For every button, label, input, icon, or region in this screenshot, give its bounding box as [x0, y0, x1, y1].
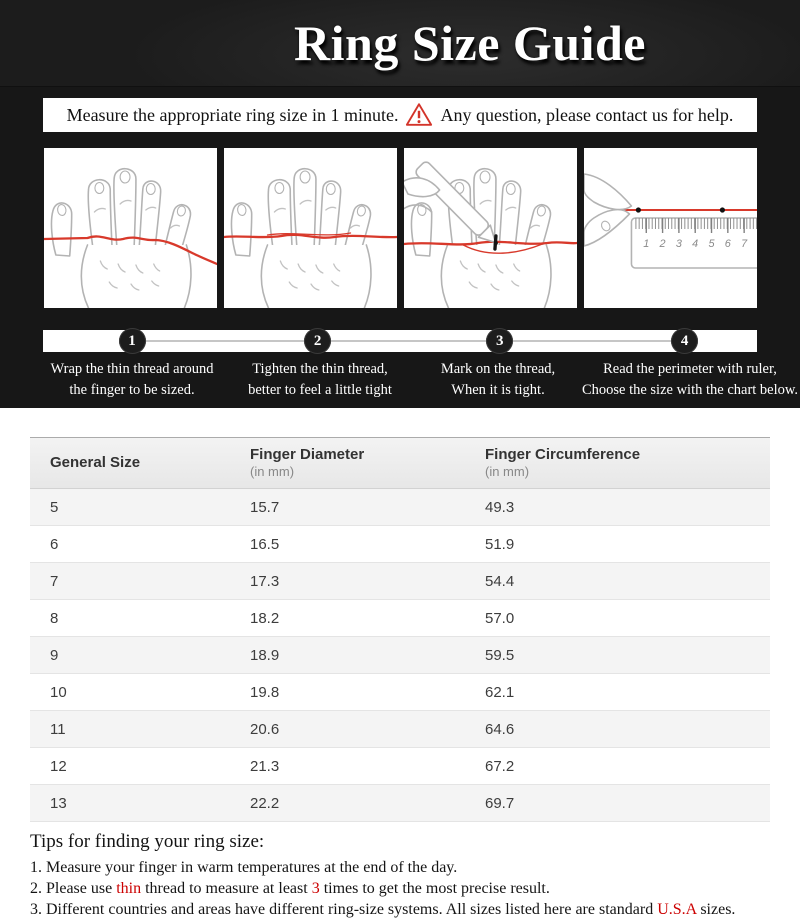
table-cell: 15.7: [250, 498, 280, 516]
steps-progress-bar: [43, 330, 757, 352]
table-row: [30, 600, 770, 637]
page-title: Ring Size Guide: [294, 15, 646, 71]
step-3-caption: Mark on the thread, When it is tight.: [440, 361, 556, 398]
step-4-caption: Read the perimeter with ruler, Choose the size with the chart below.: [581, 361, 799, 398]
svg-text:5: 5: [708, 237, 715, 251]
hand-with-thread-wrapped-illustration: [44, 148, 217, 308]
tip-item: 1. Measure your finger in warm temperatures at the end of the day.: [30, 859, 458, 876]
size-table-body: [30, 489, 770, 822]
svg-text:3: 3: [675, 237, 682, 251]
table-cell: 62.1: [485, 683, 515, 701]
illustration-panels: [44, 148, 757, 308]
step-4-number: 4: [680, 332, 689, 349]
table-cell: 18.9: [250, 646, 280, 664]
steps-connector-line: [132, 340, 685, 342]
table-header-row: [30, 438, 770, 489]
column-header-finger-circumference: Finger Circumference (in mm): [485, 446, 641, 479]
table-row: [30, 674, 770, 711]
svg-text:2: 2: [659, 237, 666, 251]
table-cell: 54.4: [485, 572, 515, 590]
table-row: [30, 526, 770, 563]
step-captions: [0, 359, 800, 417]
step-3-number: 3: [495, 332, 504, 349]
tip-item: 2. Please use thin thread to measure at least 3 times to get the most precise result.: [30, 880, 550, 897]
table-cell: 51.9: [485, 535, 515, 553]
step-1-caption: Wrap the thin thread around the finger to be sized.: [50, 361, 214, 398]
notice-text-before: Measure the appropriate ring size in 1 minute.: [66, 104, 399, 125]
step-4-badge: [671, 328, 698, 354]
step-3-badge: [486, 328, 513, 354]
column-header-finger-diameter: Finger Diameter (in mm): [250, 446, 365, 479]
table-cell: 67.2: [485, 757, 515, 775]
guide-banner: [0, 0, 800, 408]
table-cell: 18.2: [250, 609, 280, 627]
step-2-caption: Tighten the thin thread, better to feel a little tight: [248, 361, 392, 398]
table-row: [30, 711, 770, 748]
table-cell: 64.6: [485, 720, 515, 738]
table-row: [30, 748, 770, 785]
table-row: [30, 637, 770, 674]
warning-triangle-icon: [405, 102, 433, 127]
table-cell: 10: [50, 683, 67, 701]
step-2-number: 2: [313, 332, 322, 349]
table-cell: 16.5: [250, 535, 280, 553]
step-1-number: 1: [128, 332, 136, 349]
table-cell: 11: [50, 720, 66, 738]
ring-size-table: [30, 437, 770, 822]
table-cell: 17.3: [250, 572, 280, 590]
table-cell: 5: [50, 498, 59, 516]
table-cell: 19.8: [250, 683, 280, 701]
notice-bar: [43, 98, 757, 132]
svg-text:7: 7: [741, 237, 748, 251]
table-cell: 69.7: [485, 794, 515, 812]
hand-thread-tightened-illustration: [224, 148, 397, 308]
table-cell: 9: [50, 646, 59, 664]
thread-measured-on-ruler-illustration: [584, 148, 757, 308]
table-cell: 59.5: [485, 646, 515, 664]
table-cell: 21.3: [250, 757, 280, 775]
table-cell: 13: [50, 794, 67, 812]
table-cell: 20.6: [250, 720, 280, 738]
table-cell: 22.2: [250, 794, 280, 812]
svg-text:6: 6: [724, 237, 731, 251]
table-row: [30, 785, 770, 822]
notice-text-after: Any question, please contact us for help.: [440, 104, 734, 125]
table-cell: 12: [50, 757, 67, 775]
table-cell: 8: [50, 609, 59, 627]
hand-marking-thread-with-pen-illustration: [404, 148, 577, 308]
table-row: [30, 563, 770, 600]
step-1-badge: [119, 328, 146, 354]
table-cell: 57.0: [485, 609, 515, 627]
table-cell: 6: [50, 535, 59, 553]
tips-section: [30, 831, 770, 920]
column-header-general-size: General Size: [50, 454, 141, 471]
tips-title: Tips for finding your ring size:: [30, 831, 265, 852]
table-cell: 7: [50, 572, 59, 590]
svg-text:4: 4: [692, 237, 699, 251]
step-2-badge: [304, 328, 331, 354]
table-cell: 49.3: [485, 498, 515, 516]
tips-list: [30, 857, 770, 920]
tip-item: 3. Different countries and areas have different ring-size systems. All sizes listed here are standard U.S.A sizes.: [30, 901, 736, 918]
table-row: [30, 489, 770, 526]
svg-text:1: 1: [643, 237, 650, 251]
